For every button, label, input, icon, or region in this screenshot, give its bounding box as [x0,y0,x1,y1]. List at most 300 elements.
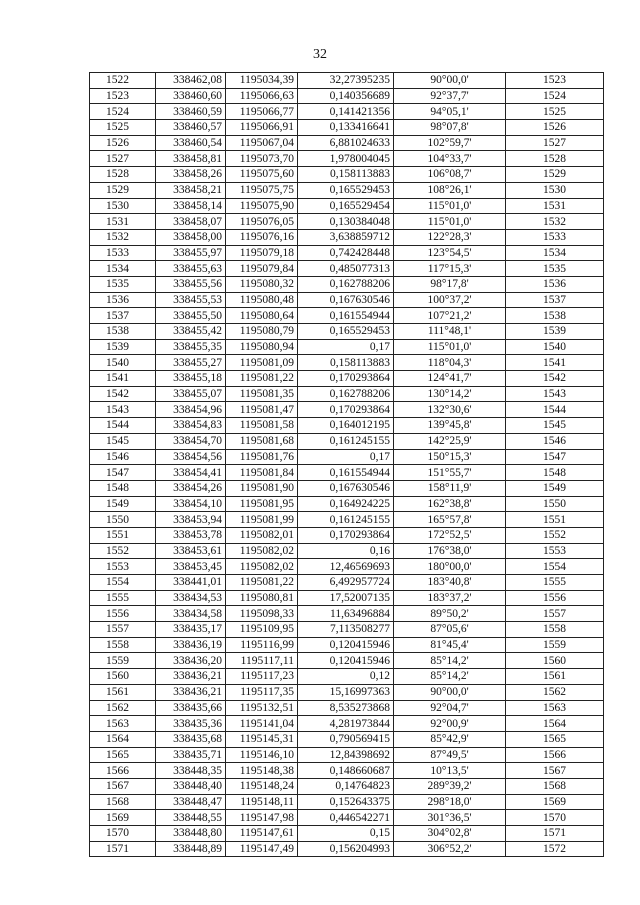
x-coordinate-cell: 338454,41 [156,465,226,481]
angle-cell: 132°30,6' [394,402,506,418]
table-row [90,716,604,732]
next-point-cell: 1563 [506,700,604,716]
table-row [90,637,604,653]
y-coordinate-cell: 1195081,90 [226,480,298,496]
y-coordinate-cell: 1195082,02 [226,543,298,559]
x-coordinate-cell: 338454,56 [156,449,226,465]
table-row [90,167,604,183]
table-row [90,653,604,669]
table-row [90,731,604,747]
distance-cell: 8,535273868 [298,700,394,716]
y-coordinate-cell: 1195081,35 [226,386,298,402]
distance-cell: 32,27395235 [298,73,394,89]
angle-cell: 104°33,7' [394,151,506,167]
point-number-cell: 1534 [90,261,156,277]
distance-cell: 0,16 [298,543,394,559]
table-row [90,198,604,214]
table-row [90,543,604,559]
y-coordinate-cell: 1195082,01 [226,527,298,543]
y-coordinate-cell: 1195081,84 [226,465,298,481]
angle-cell: 85°42,9' [394,731,506,747]
next-point-cell: 1535 [506,261,604,277]
table-row [90,590,604,606]
x-coordinate-cell: 338435,17 [156,622,226,638]
y-coordinate-cell: 1195081,22 [226,371,298,387]
point-number-cell: 1556 [90,606,156,622]
next-point-cell: 1542 [506,371,604,387]
table-row [90,433,604,449]
distance-cell: 4,281973844 [298,716,394,732]
next-point-cell: 1565 [506,731,604,747]
table-row [90,465,604,481]
angle-cell: 87°05,6' [394,622,506,638]
x-coordinate-cell: 338436,21 [156,684,226,700]
next-point-cell: 1571 [506,826,604,842]
x-coordinate-cell: 338454,83 [156,418,226,434]
point-number-cell: 1562 [90,700,156,716]
angle-cell: 98°17,8' [394,276,506,292]
point-number-cell: 1545 [90,433,156,449]
point-number-cell: 1560 [90,669,156,685]
distance-cell: 0,152643375 [298,794,394,810]
distance-cell: 12,46569693 [298,559,394,575]
x-coordinate-cell: 338448,55 [156,810,226,826]
point-number-cell: 1541 [90,371,156,387]
x-coordinate-cell: 338448,35 [156,763,226,779]
angle-cell: 123°54,5' [394,245,506,261]
point-number-cell: 1554 [90,575,156,591]
table-row [90,575,604,591]
angle-cell: 81°45,4' [394,637,506,653]
x-coordinate-cell: 338455,07 [156,386,226,402]
x-coordinate-cell: 338441,01 [156,575,226,591]
point-number-cell: 1552 [90,543,156,559]
next-point-cell: 1539 [506,324,604,340]
distance-cell: 12,84398692 [298,747,394,763]
distance-cell: 0,165529454 [298,198,394,214]
distance-cell: 0,170293864 [298,402,394,418]
x-coordinate-cell: 338448,80 [156,826,226,842]
y-coordinate-cell: 1195082,02 [226,559,298,575]
point-number-cell: 1570 [90,826,156,842]
y-coordinate-cell: 1195081,95 [226,496,298,512]
y-coordinate-cell: 1195081,76 [226,449,298,465]
angle-cell: 180°00,0' [394,559,506,575]
x-coordinate-cell: 338455,42 [156,324,226,340]
next-point-cell: 1568 [506,778,604,794]
table-row [90,669,604,685]
point-number-cell: 1565 [90,747,156,763]
angle-cell: 304°02,8' [394,826,506,842]
distance-cell: 0,120415946 [298,637,394,653]
distance-cell: 0,120415946 [298,653,394,669]
y-coordinate-cell: 1195117,11 [226,653,298,669]
y-coordinate-cell: 1195080,64 [226,308,298,324]
distance-cell: 0,156204993 [298,841,394,857]
point-number-cell: 1526 [90,135,156,151]
x-coordinate-cell: 338460,54 [156,135,226,151]
x-coordinate-cell: 338435,36 [156,716,226,732]
angle-cell: 90°00,0' [394,73,506,89]
distance-cell: 0,158113883 [298,355,394,371]
table-row [90,747,604,763]
table-row [90,527,604,543]
y-coordinate-cell: 1195098,33 [226,606,298,622]
point-number-cell: 1523 [90,88,156,104]
distance-cell: 0,148660687 [298,763,394,779]
y-coordinate-cell: 1195081,09 [226,355,298,371]
table-row [90,324,604,340]
next-point-cell: 1552 [506,527,604,543]
point-number-cell: 1540 [90,355,156,371]
x-coordinate-cell: 338455,53 [156,292,226,308]
point-number-cell: 1559 [90,653,156,669]
next-point-cell: 1534 [506,245,604,261]
y-coordinate-cell: 1195148,38 [226,763,298,779]
next-point-cell: 1545 [506,418,604,434]
next-point-cell: 1537 [506,292,604,308]
angle-cell: 92°37,7' [394,88,506,104]
table-row [90,355,604,371]
table-row [90,418,604,434]
angle-cell: 139°45,8' [394,418,506,434]
table-row [90,73,604,89]
point-number-cell: 1561 [90,684,156,700]
x-coordinate-cell: 338454,10 [156,496,226,512]
y-coordinate-cell: 1195075,90 [226,198,298,214]
table-row [90,261,604,277]
x-coordinate-cell: 338458,26 [156,167,226,183]
table-row [90,120,604,136]
distance-cell: 0,170293864 [298,527,394,543]
table-row [90,841,604,857]
x-coordinate-cell: 338454,70 [156,433,226,449]
x-coordinate-cell: 338455,35 [156,339,226,355]
y-coordinate-cell: 1195075,75 [226,182,298,198]
distance-cell: 0,15 [298,826,394,842]
table-row [90,151,604,167]
table-row [90,88,604,104]
table-row [90,135,604,151]
distance-cell: 0,164012195 [298,418,394,434]
next-point-cell: 1532 [506,214,604,230]
distance-cell: 0,170293864 [298,371,394,387]
angle-cell: 183°37,2' [394,590,506,606]
distance-cell: 0,164924225 [298,496,394,512]
next-point-cell: 1550 [506,496,604,512]
point-number-cell: 1568 [90,794,156,810]
distance-cell: 0,17 [298,449,394,465]
next-point-cell: 1546 [506,433,604,449]
x-coordinate-cell: 338455,27 [156,355,226,371]
next-point-cell: 1554 [506,559,604,575]
next-point-cell: 1525 [506,104,604,120]
point-number-cell: 1558 [90,637,156,653]
next-point-cell: 1538 [506,308,604,324]
table-row [90,182,604,198]
point-number-cell: 1536 [90,292,156,308]
table-row [90,512,604,528]
distance-cell: 0,161245155 [298,433,394,449]
point-number-cell: 1557 [90,622,156,638]
coordinates-table [89,72,604,857]
next-point-cell: 1562 [506,684,604,700]
next-point-cell: 1572 [506,841,604,857]
distance-cell: 11,63496884 [298,606,394,622]
angle-cell: 87°49,5' [394,747,506,763]
y-coordinate-cell: 1195066,63 [226,88,298,104]
next-point-cell: 1560 [506,653,604,669]
x-coordinate-cell: 338453,78 [156,527,226,543]
distance-cell: 0,167630546 [298,480,394,496]
x-coordinate-cell: 338453,45 [156,559,226,575]
point-number-cell: 1531 [90,214,156,230]
point-number-cell: 1527 [90,151,156,167]
x-coordinate-cell: 338455,97 [156,245,226,261]
angle-cell: 117°15,3' [394,261,506,277]
x-coordinate-cell: 338455,50 [156,308,226,324]
angle-cell: 100°37,2' [394,292,506,308]
y-coordinate-cell: 1195081,58 [226,418,298,434]
x-coordinate-cell: 338454,96 [156,402,226,418]
distance-cell: 0,141421356 [298,104,394,120]
angle-cell: 301°36,5' [394,810,506,826]
point-number-cell: 1548 [90,480,156,496]
x-coordinate-cell: 338435,66 [156,700,226,716]
coordinates-table-container [89,72,604,857]
distance-cell: 0,158113883 [298,167,394,183]
y-coordinate-cell: 1195148,24 [226,778,298,794]
distance-cell: 0,133416641 [298,120,394,136]
angle-cell: 183°40,8' [394,575,506,591]
y-coordinate-cell: 1195147,98 [226,810,298,826]
table-row [90,339,604,355]
distance-cell: 0,14764823 [298,778,394,794]
y-coordinate-cell: 1195066,77 [226,104,298,120]
x-coordinate-cell: 338458,00 [156,229,226,245]
y-coordinate-cell: 1195147,49 [226,841,298,857]
y-coordinate-cell: 1195081,99 [226,512,298,528]
y-coordinate-cell: 1195080,79 [226,324,298,340]
point-number-cell: 1533 [90,245,156,261]
table-row [90,308,604,324]
next-point-cell: 1543 [506,386,604,402]
angle-cell: 90°00,0' [394,684,506,700]
next-point-cell: 1531 [506,198,604,214]
table-row [90,763,604,779]
next-point-cell: 1564 [506,716,604,732]
x-coordinate-cell: 338434,58 [156,606,226,622]
point-number-cell: 1569 [90,810,156,826]
y-coordinate-cell: 1195081,68 [226,433,298,449]
table-row [90,480,604,496]
point-number-cell: 1529 [90,182,156,198]
next-point-cell: 1557 [506,606,604,622]
y-coordinate-cell: 1195109,95 [226,622,298,638]
next-point-cell: 1548 [506,465,604,481]
angle-cell: 306°52,2' [394,841,506,857]
x-coordinate-cell: 338436,20 [156,653,226,669]
x-coordinate-cell: 338460,59 [156,104,226,120]
y-coordinate-cell: 1195132,51 [226,700,298,716]
point-number-cell: 1546 [90,449,156,465]
point-number-cell: 1538 [90,324,156,340]
distance-cell: 17,52007135 [298,590,394,606]
y-coordinate-cell: 1195148,11 [226,794,298,810]
x-coordinate-cell: 338448,47 [156,794,226,810]
angle-cell: 124°41,7' [394,371,506,387]
next-point-cell: 1540 [506,339,604,355]
angle-cell: 89°50,2' [394,606,506,622]
table-row [90,245,604,261]
x-coordinate-cell: 338458,14 [156,198,226,214]
x-coordinate-cell: 338448,40 [156,778,226,794]
distance-cell: 0,161554944 [298,465,394,481]
x-coordinate-cell: 338434,53 [156,590,226,606]
distance-cell: 0,165529453 [298,182,394,198]
next-point-cell: 1544 [506,402,604,418]
distance-cell: 0,17 [298,339,394,355]
point-number-cell: 1535 [90,276,156,292]
point-number-cell: 1566 [90,763,156,779]
point-number-cell: 1525 [90,120,156,136]
point-number-cell: 1528 [90,167,156,183]
point-number-cell: 1532 [90,229,156,245]
angle-cell: 106°08,7' [394,167,506,183]
table-row [90,606,604,622]
angle-cell: 115°01,0' [394,339,506,355]
point-number-cell: 1567 [90,778,156,794]
table-row [90,559,604,575]
distance-cell: 7,113508277 [298,622,394,638]
y-coordinate-cell: 1195146,10 [226,747,298,763]
y-coordinate-cell: 1195073,70 [226,151,298,167]
x-coordinate-cell: 338448,89 [156,841,226,857]
next-point-cell: 1566 [506,747,604,763]
distance-cell: 0,446542271 [298,810,394,826]
next-point-cell: 1527 [506,135,604,151]
next-point-cell: 1523 [506,73,604,89]
table-row [90,449,604,465]
y-coordinate-cell: 1195079,84 [226,261,298,277]
distance-cell: 0,742428448 [298,245,394,261]
distance-cell: 6,881024633 [298,135,394,151]
angle-cell: 92°00,9' [394,716,506,732]
angle-cell: 108°26,1' [394,182,506,198]
y-coordinate-cell: 1195079,18 [226,245,298,261]
x-coordinate-cell: 338454,26 [156,480,226,496]
next-point-cell: 1547 [506,449,604,465]
table-row [90,214,604,230]
next-point-cell: 1556 [506,590,604,606]
point-number-cell: 1551 [90,527,156,543]
x-coordinate-cell: 338458,21 [156,182,226,198]
table-row [90,371,604,387]
distance-cell: 3,638859712 [298,229,394,245]
y-coordinate-cell: 1195066,91 [226,120,298,136]
angle-cell: 10°13,5' [394,763,506,779]
angle-cell: 107°21,2' [394,308,506,324]
distance-cell: 0,162788206 [298,386,394,402]
angle-cell: 298°18,0' [394,794,506,810]
x-coordinate-cell: 338436,21 [156,669,226,685]
distance-cell: 0,162788206 [298,276,394,292]
x-coordinate-cell: 338436,19 [156,637,226,653]
next-point-cell: 1526 [506,120,604,136]
x-coordinate-cell: 338435,71 [156,747,226,763]
angle-cell: 130°14,2' [394,386,506,402]
next-point-cell: 1553 [506,543,604,559]
page-number: 32 [313,47,327,62]
point-number-cell: 1547 [90,465,156,481]
point-number-cell: 1550 [90,512,156,528]
y-coordinate-cell: 1195080,94 [226,339,298,355]
next-point-cell: 1529 [506,167,604,183]
next-point-cell: 1559 [506,637,604,653]
x-coordinate-cell: 338455,63 [156,261,226,277]
point-number-cell: 1524 [90,104,156,120]
next-point-cell: 1551 [506,512,604,528]
y-coordinate-cell: 1195080,48 [226,292,298,308]
next-point-cell: 1570 [506,810,604,826]
x-coordinate-cell: 338453,61 [156,543,226,559]
table-row [90,402,604,418]
table-row [90,292,604,308]
table-row [90,104,604,120]
x-coordinate-cell: 338460,57 [156,120,226,136]
y-coordinate-cell: 1195076,16 [226,229,298,245]
point-number-cell: 1543 [90,402,156,418]
next-point-cell: 1541 [506,355,604,371]
distance-cell: 0,790569415 [298,731,394,747]
next-point-cell: 1524 [506,88,604,104]
point-number-cell: 1549 [90,496,156,512]
angle-cell: 94°05,1' [394,104,506,120]
y-coordinate-cell: 1195081,22 [226,575,298,591]
y-coordinate-cell: 1195147,61 [226,826,298,842]
point-number-cell: 1542 [90,386,156,402]
point-number-cell: 1530 [90,198,156,214]
angle-cell: 150°15,3' [394,449,506,465]
angle-cell: 165°57,8' [394,512,506,528]
y-coordinate-cell: 1195076,05 [226,214,298,230]
table-row [90,684,604,700]
next-point-cell: 1555 [506,575,604,591]
point-number-cell: 1553 [90,559,156,575]
angle-cell: 142°25,9' [394,433,506,449]
angle-cell: 122°28,3' [394,229,506,245]
next-point-cell: 1549 [506,480,604,496]
angle-cell: 176°38,0' [394,543,506,559]
y-coordinate-cell: 1195080,32 [226,276,298,292]
distance-cell: 15,16997363 [298,684,394,700]
table-row [90,794,604,810]
next-point-cell: 1558 [506,622,604,638]
point-number-cell: 1564 [90,731,156,747]
point-number-cell: 1571 [90,841,156,857]
y-coordinate-cell: 1195141,04 [226,716,298,732]
table-row [90,810,604,826]
next-point-cell: 1530 [506,182,604,198]
angle-cell: 115°01,0' [394,198,506,214]
next-point-cell: 1533 [506,229,604,245]
distance-cell: 0,167630546 [298,292,394,308]
table-row [90,496,604,512]
y-coordinate-cell: 1195116,99 [226,637,298,653]
point-number-cell: 1544 [90,418,156,434]
angle-cell: 162°38,8' [394,496,506,512]
point-number-cell: 1537 [90,308,156,324]
